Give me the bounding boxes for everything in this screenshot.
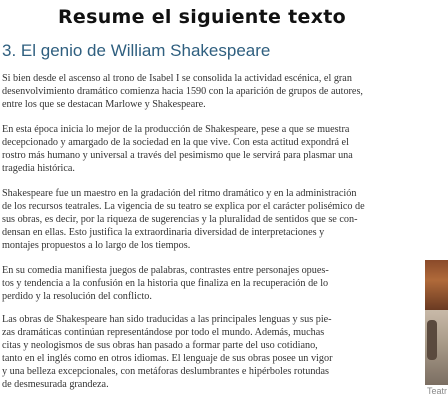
text-line: citas y neologismos de sus obras han pasado a formar parte del uso cotidiano, <box>2 340 318 352</box>
paragraph-2 <box>2 123 353 175</box>
text-line: rostro más humano y universal a través del pesimismo que le servirá para plasmar una <box>2 150 353 162</box>
text-line: de desmesurada grandeza. <box>2 379 109 391</box>
text-line: densan en ellas. Esto justifica la extraordinaria diversidad de interpretaciones y <box>2 227 325 239</box>
text-line: sus obras, es decir, por la riqueza de sugerencias y la pluralidad de sentidos que se con- <box>2 214 358 226</box>
paragraph-1 <box>2 72 363 111</box>
text-line: Shakespeare fue un maestro en la gradación del ritmo dramático y en la administración <box>2 188 357 199</box>
text-line: entre los que se destacan Marlowe y Shakespeare. <box>2 99 206 111</box>
text-line: Las obras de Shakespeare han sido traducidas a las principales lenguas y sus pie- <box>2 314 332 325</box>
text-line: En su comedia manifiesta juegos de palabras, contrastes entre personajes opues- <box>2 265 329 276</box>
section-title: 3. El genio de William Shakespeare <box>2 41 271 60</box>
text-line: En esta época inicia lo mejor de la producción de Shakespeare, pese a que se muestra <box>2 124 350 135</box>
text-line: tos y tendencia a la confusión en la historia que finaliza en la recuperación de lo <box>2 278 329 290</box>
text-line: tragedia histórica. <box>2 163 75 175</box>
text-line: zas dramáticas continúan representándose por todo el mundo. Además, muchas <box>2 327 325 339</box>
text-line: tanto en el inglés como en otros idiomas. El lenguaje de sus obras posee un vigor <box>2 353 333 365</box>
theatre-photo-top <box>425 260 448 310</box>
text-line: desenvolvimiento dramático comienza hacia 1590 con la aparición de grupos de autores, <box>2 86 363 98</box>
paragraph-3 <box>2 187 365 252</box>
text-line: decepcionado y amargado de la sociedad en la que vive. Con esta actitud expondrá el <box>2 137 349 149</box>
text-line: montajes propuestos a lo largo de los tiempos. <box>2 240 191 252</box>
text-line: y una belleza excepcionales, con metáforas deslumbrantes e hipérboles rotundas <box>2 366 330 378</box>
theatre-photo-bottom <box>425 310 448 385</box>
paragraph-5 <box>2 313 332 392</box>
text-line: Si bien desde el ascenso al trono de Isabel I se consolida la actividad escénica, el gran <box>2 73 352 84</box>
text-line: de los recursos teatrales. La vigencia de su teatro se explica por el carácter polisémico de <box>2 201 365 213</box>
paragraph-4 <box>2 264 329 303</box>
photo-caption: Teatr <box>427 386 448 396</box>
text-line: perdido y la resolución del conflicto. <box>2 291 152 303</box>
instruction-heading: Resume el siguiente texto <box>58 6 346 28</box>
